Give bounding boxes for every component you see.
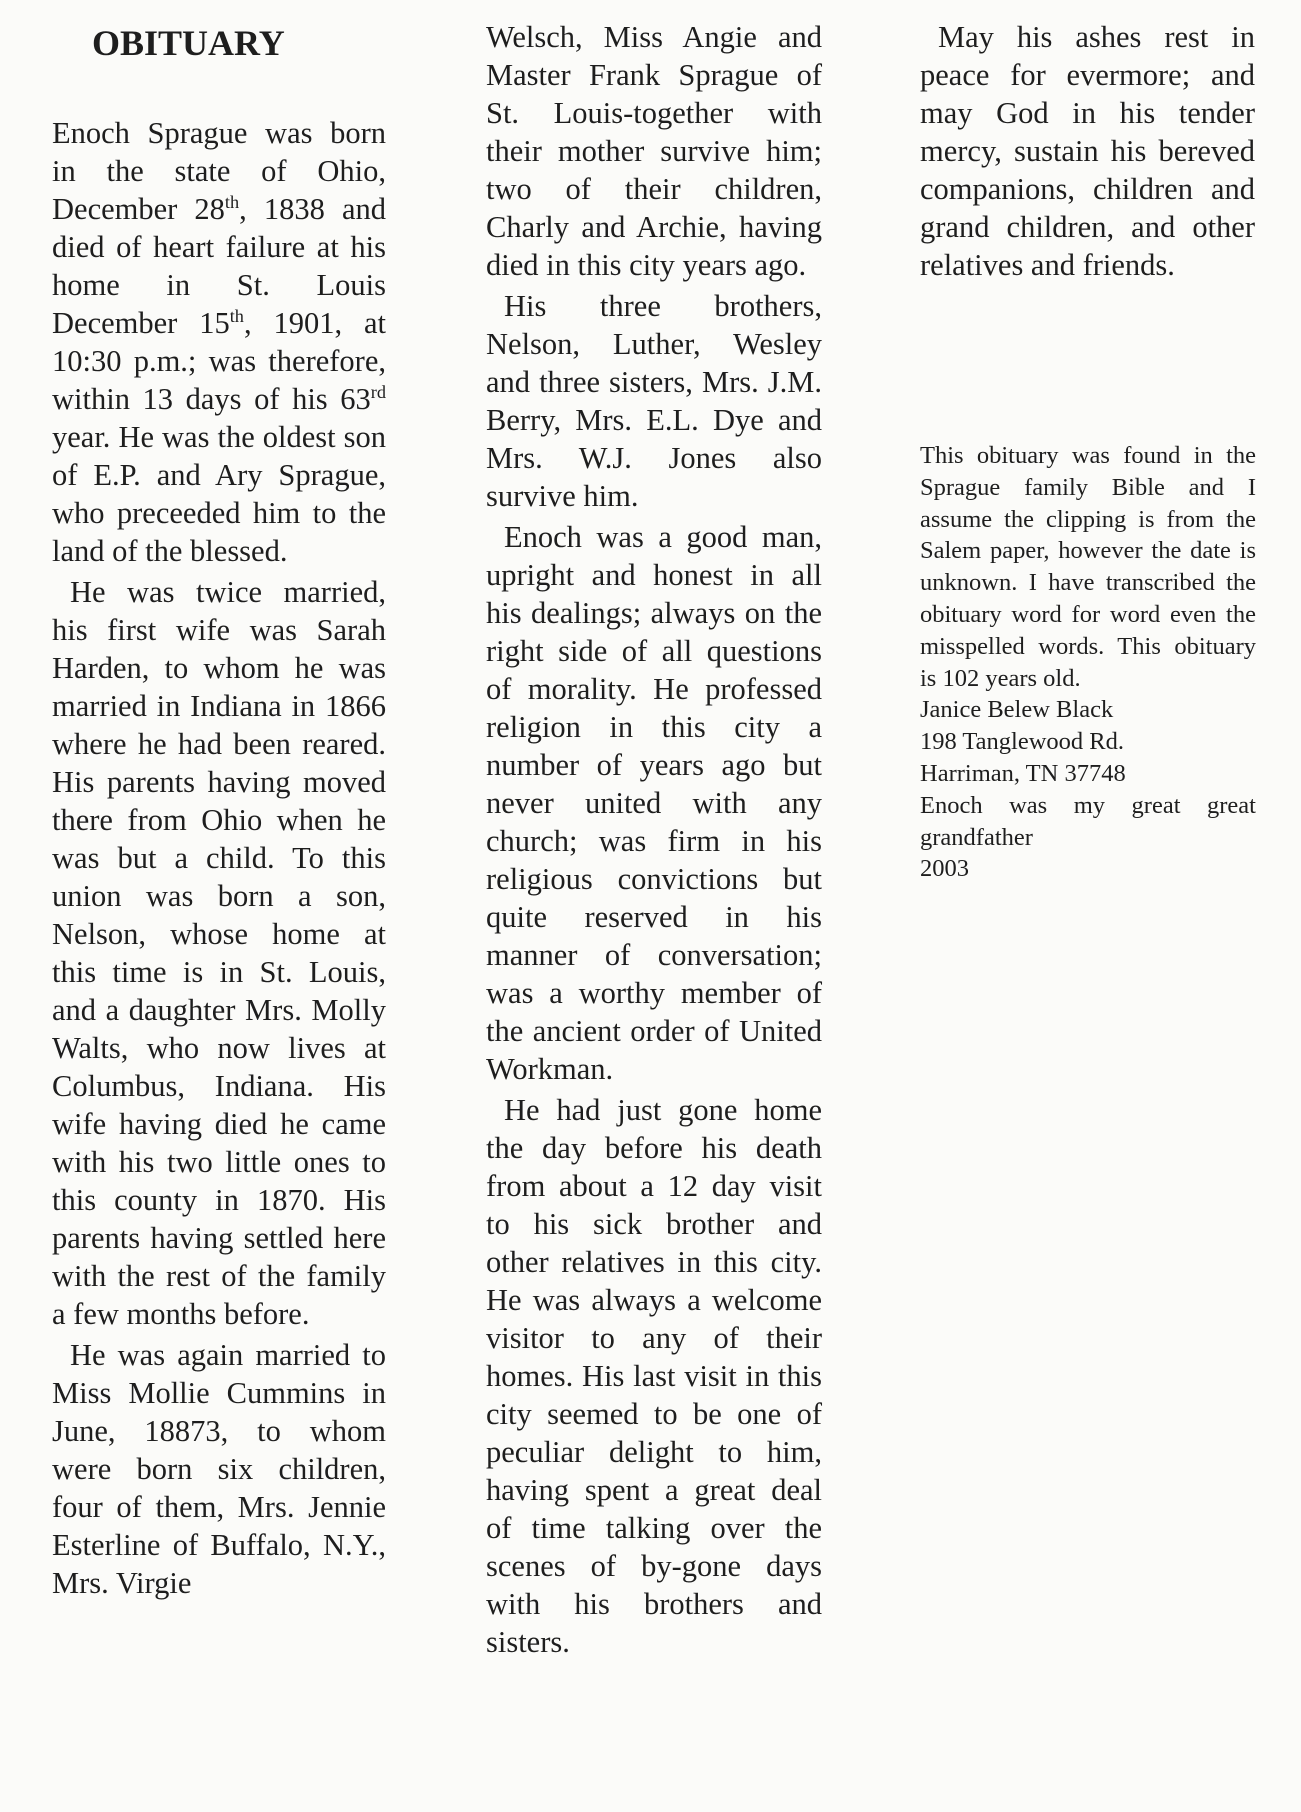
note-name: Janice Belew Black	[920, 696, 1114, 724]
transcriber-note	[920, 440, 1256, 885]
paragraph-last-visit: He had just gone home the day before his death from about a 12 day visit to his sick brother and other relatives in this city. He was always a welcome visitor to any of their homes. His last visit in this city seemed to be one of peculiar delight to him, having spent a great deal of time talking over the scenes of by-gone days with his brothers and sisters.	[486, 1093, 822, 1659]
paragraph-children: Welsch, Miss Angie and Master Frank Sprague of St. Louis-together with their mother survive him; two of their children, Charly and Archie, having died in this city years ago.	[486, 20, 822, 282]
paragraph-closing: May his ashes rest in peace for evermore; and may God in his tender mercy, sustain his bereved companions, children and grand children, and other relatives and friends.	[920, 20, 1255, 282]
note-street: 198 Tanglewood Rd.	[920, 728, 1125, 756]
obituary-title: OBITUARY	[92, 23, 285, 63]
paragraph-siblings: His three brothers, Nelson, Luther, Wesley and three sisters, Mrs. J.M. Berry, Mrs. E.L. Dye and Mrs. W.J. Jones also survive him.	[486, 289, 822, 513]
note-city: Harriman, TN 37748	[920, 759, 1126, 787]
note-year: 2003	[920, 855, 969, 883]
note-relation: Enoch was my great great grandfather	[920, 791, 1256, 851]
obituary-column-3	[920, 18, 1255, 287]
note-body: This obituary was found in the Sprague family Bible and I assume the clipping is from the Salem paper, however the date is unknown. I have transcribed the obituary word for word even the misspelled words. This obituary is 102 years old.	[920, 442, 1256, 692]
obituary-column-2	[486, 18, 822, 1664]
obituary-column-1	[52, 18, 386, 1605]
paragraph-second-marriage: He was again married to Miss Mollie Cummins in June, 18873, to whom were born six children, four of them, Mrs. Jennie Esterline of Buffalo, N.Y., Mrs. Virgie	[52, 1338, 386, 1600]
paragraph-birth-death: Enoch Sprague was born in the state of Ohio, December 28th, 1838 and died of heart failure at his home in St. Louis December 15th, 1901, at 10:30 p.m.; was therefore, within 13 days of his 63rd year. He was the oldest son of E.P. and Ary Sprague, who preceeded him to the land of the blessed.	[52, 116, 386, 568]
paragraph-character: Enoch was a good man, upright and honest in all his dealings; always on the right side of all questions of morality. He professed religion in this city a number of years ago but never united with any church; was firm in his religious convictions but quite reserved in his manner of conversation; was a worthy member of the ancient order of United Workman.	[486, 520, 822, 1086]
paragraph-first-marriage: He was twice married, his first wife was Sarah Harden, to whom he was married in Indiana in 1866 where he had been reared. His parents having moved there from Ohio when he was but a child. To this union was born a son, Nelson, whose home at this time is in St. Louis, and a daughter Mrs. Molly Walts, who now lives at Columbus, Indiana. His wife having died he came with his two little ones to this county in 1870. His parents having settled here with the rest of the family a few months before.	[52, 575, 386, 1331]
